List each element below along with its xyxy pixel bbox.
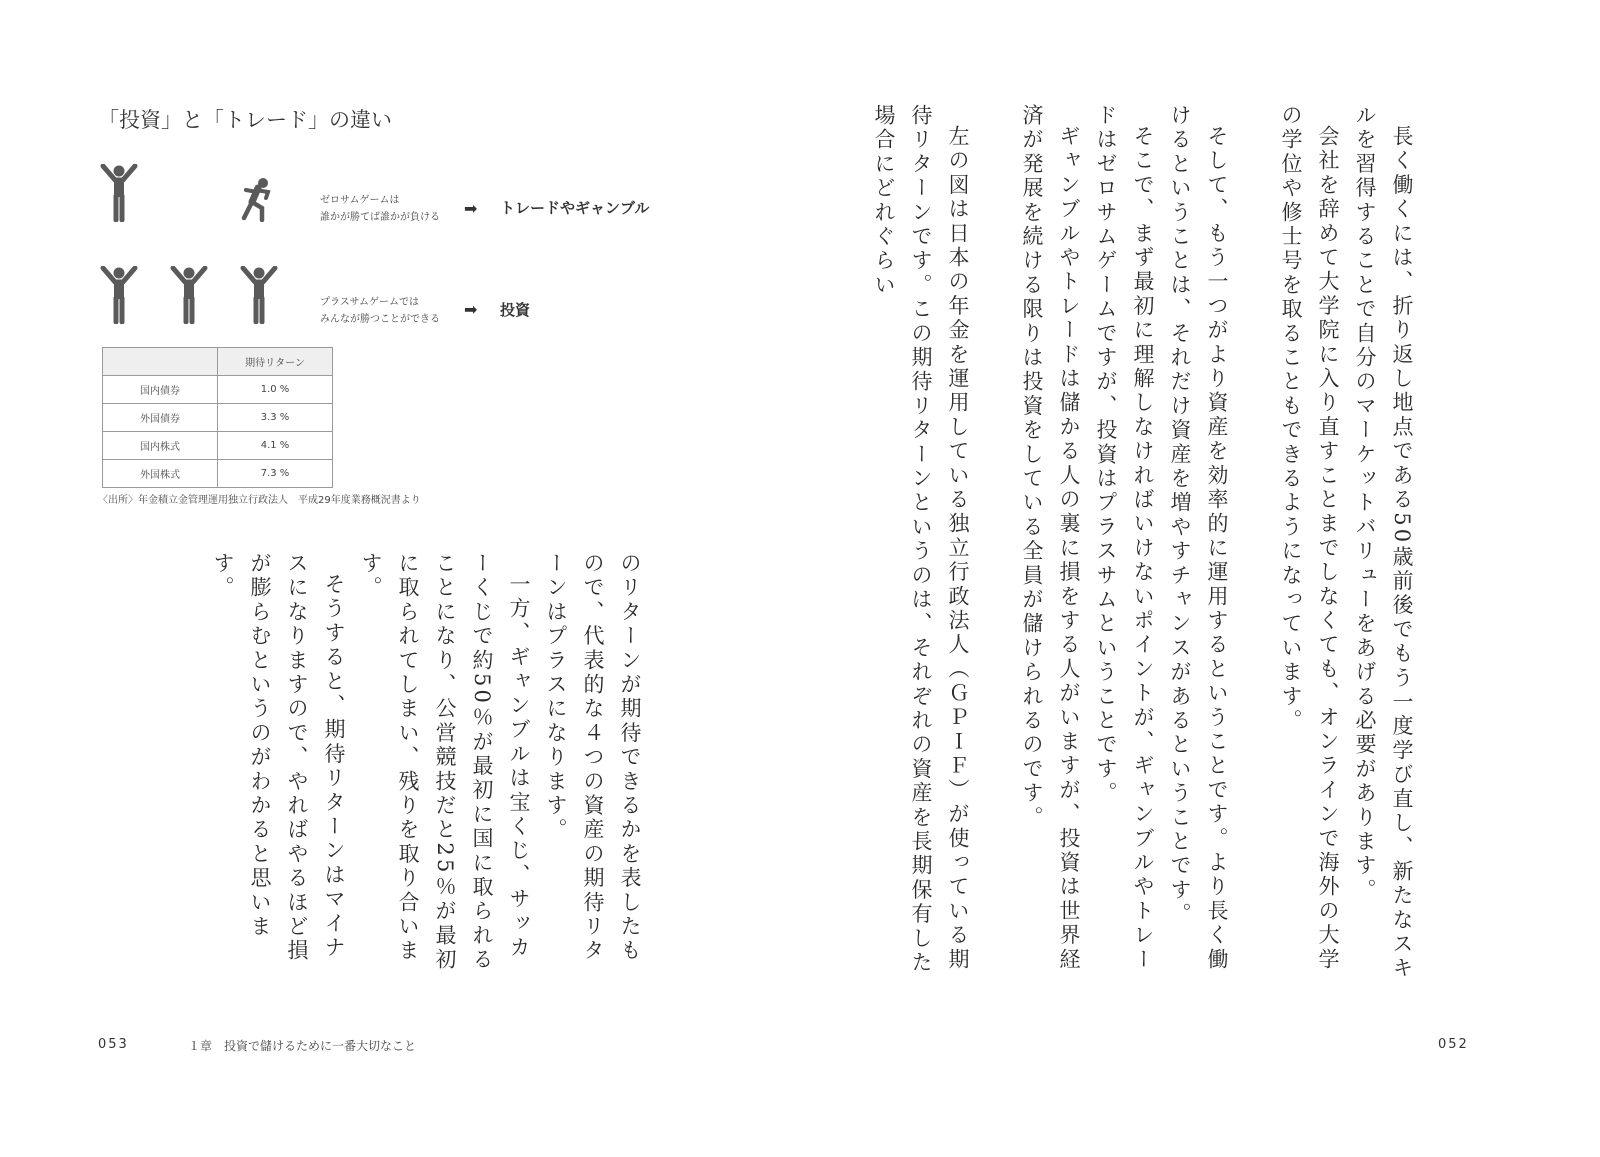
table-row <box>103 460 333 488</box>
plus-sum-caption: プラスサムゲームでは みんなが勝つことができる <box>320 297 440 325</box>
table-row-label: 外国債券 <box>103 404 218 432</box>
table-row-label: 外国株式 <box>103 460 218 488</box>
table-row-label: 国内株式 <box>103 432 218 460</box>
winner-figure-icon <box>240 266 278 324</box>
body-paragraph: そして、もう一つがより資産を効率的に運用するということです。より長く働けるということは、それだけ資産を増やすチャンスがあるということです。 <box>1168 104 1229 972</box>
table-row-label: 国内債券 <box>103 376 218 404</box>
table-row <box>103 432 333 460</box>
page-number-left: 053 <box>98 1037 129 1052</box>
body-paragraph: 長く働くには、折り返し地点である50歳前後でもう一度学び直し、新たなスキルを習得することで自分のマーケットバリューをあげる必要があります。 <box>1353 104 1414 981</box>
body-paragraph: そうすると、期待リターンはマイナスになりますので、やればやるほど損が膨らむというのがわかると思います。 <box>211 552 346 964</box>
table-source-note: 〈出所〉年金積立金管理運用独立行政法人 平成29年度業務概況書より <box>98 495 421 506</box>
table-corner-cell <box>103 348 218 376</box>
body-paragraph: のリターンが期待できるかを表したもので、代表的な４つの資産の期待リターンはプラスになります。 <box>544 552 642 964</box>
left-page-body <box>204 552 648 982</box>
table-header-cell: 期待リターン <box>218 348 333 376</box>
loser-figure-icon <box>236 174 276 222</box>
table-header-row <box>103 348 333 376</box>
running-head: １章 投資で儲けるために一番大切なこと <box>188 1039 417 1053</box>
zero-sum-caption: ゼロサムゲームは 誰かが勝てば誰かが負ける <box>320 195 440 223</box>
figure-title: 「投資」と「トレード」の違い <box>98 108 392 132</box>
table-row-value: 7.3 % <box>218 460 333 488</box>
table-row <box>103 404 333 432</box>
arrow-right-icon: ➡ <box>464 199 478 218</box>
winner-figure-icon <box>100 266 138 324</box>
zero-sum-result: トレードやギャンブル <box>500 199 650 217</box>
arrow-right-icon: ➡ <box>464 300 478 319</box>
body-paragraph: ギャンブルやトレードは儲かる人の裏に損をする人がいますが、投資は世界経済が発展を続ける限りは投資をしている全員が儲けられるのです。 <box>1020 104 1081 972</box>
body-paragraph: 会社を辞めて大学院に入り直すことまでしなくても、オンラインで海外の大学の学位や修士号を取ることもできるようになっています。 <box>1279 104 1340 972</box>
body-paragraph: 一方、ギャンブルは宝くじ、サッカーくじで約50％が最初に国に取られることになり、公営競技だと25％が最初に取られてしまい、残りを取り合います。 <box>359 552 531 973</box>
table-row <box>103 376 333 404</box>
table-row-value: 1.0 % <box>218 376 333 404</box>
winner-figure-icon <box>170 266 208 324</box>
table-row-value: 4.1 % <box>218 432 333 460</box>
expected-return-table <box>102 347 333 488</box>
right-page-body <box>865 104 1420 982</box>
winner-figure-icon <box>100 164 138 222</box>
table-row-value: 3.3 % <box>218 404 333 432</box>
body-paragraph: 左の図は日本の年金を運用している独立行政法人（ＧＰＩＦ）が使っている期待リターンです。この期待リターンというのは、それぞれの資産を長期保有した場合にどれぐらい <box>872 104 970 976</box>
body-paragraph: そこで、まず最初に理解しなければいけないポイントが、ギャンブルやトレードはゼロサムゲームですが、投資はプラスサムということです。 <box>1094 104 1155 972</box>
page-number-right: 052 <box>1438 1037 1469 1052</box>
plus-sum-result: 投資 <box>500 301 531 319</box>
